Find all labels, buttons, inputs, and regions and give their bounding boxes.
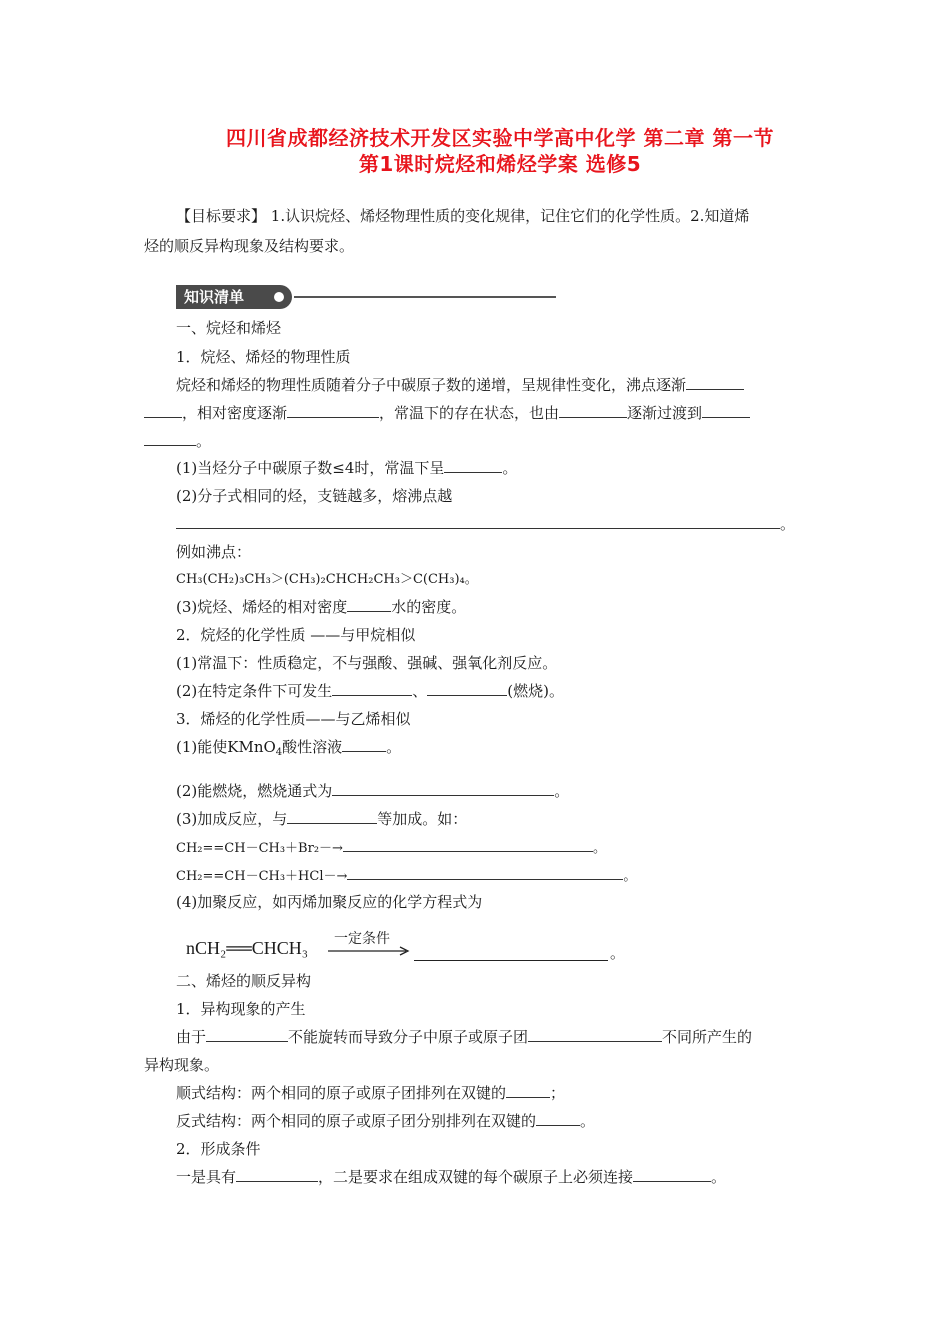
answer-blank[interactable] — [702, 403, 750, 418]
part1-s1-para-line-3 — [144, 431, 211, 451]
text: 等加成。如： — [377, 810, 468, 828]
text: (1)能使KMnO — [176, 738, 276, 756]
part1-item-2-answer — [176, 514, 795, 534]
equation-bromine — [176, 837, 606, 859]
text: 酸性溶液 — [282, 738, 343, 756]
text: ； — [550, 1084, 566, 1102]
answer-blank[interactable] — [206, 1027, 288, 1042]
answer-blank[interactable] — [347, 597, 391, 612]
answer-blank[interactable] — [144, 403, 182, 418]
text: 。 — [623, 869, 637, 884]
part1-s3-item-4: (4)加聚反应，如丙烯加聚反应的化学方程式为 — [176, 893, 483, 911]
equation-hcl — [176, 865, 636, 887]
text: (3)加成反应，与 — [176, 810, 288, 828]
answer-blank[interactable] — [633, 1167, 711, 1182]
example-label: 例如沸点： — [176, 543, 252, 561]
text: 一是具有 — [176, 1168, 237, 1186]
part1-item-1 — [176, 458, 517, 478]
answer-blank[interactable] — [332, 681, 412, 696]
part1-s3-item-1 — [176, 737, 401, 763]
part2-heading: 二、烯烃的顺反异构 — [176, 972, 312, 990]
part1-s1-heading: 1．烷烃、烯烃的物理性质 — [176, 348, 351, 366]
text: (2)能燃烧，燃烧通式为 — [176, 782, 333, 800]
poly-condition: 一定条件 — [334, 931, 390, 947]
answer-blank[interactable] — [347, 865, 623, 880]
text: (2)在特定条件下可发生 — [176, 682, 333, 700]
goals-text-1: 1.认识烷烃、烯烃物理性质的变化规律，记住它们的化学性质。2.知道烯 — [266, 207, 750, 225]
text: 。 — [580, 1112, 596, 1130]
text: 烷烃和烯烃的物理性质随着分子中碳原子数的递增，呈规律性变化，沸点逐渐 — [176, 376, 687, 394]
answer-blank[interactable] — [236, 1167, 318, 1182]
text: 由于 — [176, 1028, 207, 1046]
part1-s2-item-2 — [176, 681, 564, 701]
section-tag: 知识清单 — [176, 285, 292, 309]
answer-blank[interactable] — [536, 1111, 580, 1126]
text: 顺式结构：两个相同的原子或原子团排列在双键的 — [176, 1084, 507, 1102]
part1-s3-item-3 — [176, 809, 467, 829]
text: ，相对密度逐渐 — [182, 404, 288, 422]
part1-s2-item-1: (1)常温下：性质稳定，不与强酸、强碱、强氧化剂反应。 — [176, 654, 558, 672]
text: CH₂==CH－CH₃＋Br₂－→ — [176, 841, 343, 856]
text: 不同所产生的 — [662, 1028, 753, 1046]
section-divider — [294, 296, 556, 298]
text: ，常温下的存在状态，也由 — [379, 404, 560, 422]
answer-blank[interactable] — [686, 375, 744, 390]
part2-s2-heading: 2．形成条件 — [176, 1140, 261, 1158]
text: 逐渐过渡到 — [627, 404, 703, 422]
answer-blank[interactable] — [287, 403, 379, 418]
text: 反式结构：两个相同的原子或原子团分别排列在双键的 — [176, 1112, 537, 1130]
text: 。 — [592, 841, 606, 856]
part1-s2-heading: 2．烷烃的化学性质 ——与甲烷相似 — [176, 626, 416, 644]
part2-s1-heading: 1．异构现象的产生 — [176, 1000, 306, 1018]
text: (1)当烃分子中碳原子数≤4时，常温下呈 — [176, 459, 445, 477]
part1-heading: 一、烷烃和烯烃 — [176, 319, 282, 337]
cis-structure — [176, 1083, 565, 1103]
part2-s2-para — [176, 1167, 726, 1187]
text: ，二是要求在组成双键的每个碳原子上必须连接 — [318, 1168, 634, 1186]
part1-s3-item-2 — [176, 781, 569, 801]
answer-blank[interactable] — [559, 403, 627, 418]
part2-s1-para-line-1 — [176, 1027, 752, 1047]
answer-blank[interactable] — [414, 946, 608, 961]
text: 、 — [412, 682, 428, 700]
answer-blank[interactable] — [506, 1083, 550, 1098]
part1-s3-heading: 3．烯烃的化学性质——与乙烯相似 — [176, 710, 411, 728]
text: CH₂==CH－CH₃＋HCl－→ — [176, 869, 348, 884]
part1-s1-para-line-1 — [176, 375, 744, 395]
text: 。 — [386, 738, 402, 756]
answer-blank[interactable] — [176, 514, 780, 529]
answer-blank[interactable] — [444, 458, 502, 473]
example-formula: CH₃(CH₂)₃CH₃＞(CH₃)₂CHCH₂CH₃＞C(CH₃)₄。 — [176, 572, 478, 587]
text: (燃烧)。 — [507, 682, 564, 700]
bullet-icon — [274, 292, 284, 302]
answer-blank[interactable] — [343, 837, 593, 852]
answer-blank[interactable] — [332, 781, 554, 796]
part1-s1-para-line-2 — [144, 403, 750, 423]
part2-s1-para-line-2: 异构现象。 — [144, 1056, 220, 1074]
text: 。 — [780, 515, 796, 533]
poly-reactant: nCH₂══CHCH₃ — [186, 938, 309, 958]
text: 水的密度。 — [391, 598, 467, 616]
text: 。 — [196, 432, 212, 450]
text: 不能旋转而导致分子中原子或原子团 — [288, 1028, 529, 1046]
poly-end: 。 — [610, 944, 626, 962]
trans-structure — [176, 1111, 595, 1131]
answer-blank[interactable] — [427, 681, 507, 696]
goals-line-1 — [176, 206, 749, 226]
answer-blank[interactable] — [342, 737, 386, 752]
text: 。 — [711, 1168, 727, 1186]
text: 。 — [502, 459, 518, 477]
subscript: 4 — [275, 747, 283, 758]
title-line-2: 第1课时烷烃和烯烃学案 选修5 — [358, 152, 642, 176]
title-line-1: 四川省成都经济技术开发区实验中学高中化学 第二章 第一节 — [226, 126, 774, 150]
answer-blank[interactable] — [287, 809, 377, 824]
text: 。 — [554, 782, 570, 800]
polymerization-equation — [186, 928, 636, 968]
part1-item-3 — [176, 597, 466, 617]
reaction-arrow-icon — [328, 946, 412, 956]
goals-label: 【目标要求】 — [176, 207, 267, 225]
text: (3)烷烃、烯烃的相对密度 — [176, 598, 348, 616]
answer-blank[interactable] — [144, 431, 196, 446]
answer-blank[interactable] — [528, 1027, 662, 1042]
goals-line-2: 烃的顺反异构现象及结构要求。 — [144, 237, 355, 255]
part1-item-2: (2)分子式相同的烃，支链越多，熔沸点越 — [176, 487, 453, 505]
